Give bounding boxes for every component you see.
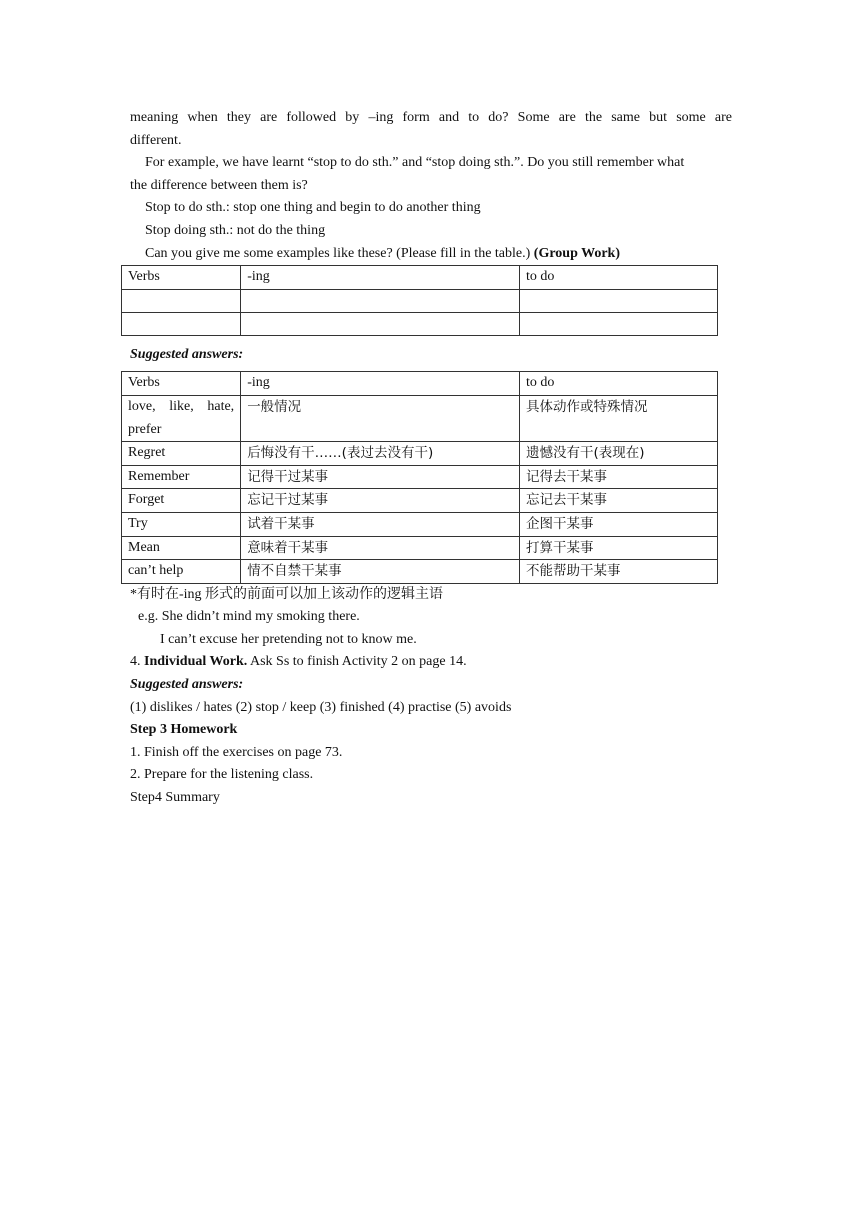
stop-doing-definition: Stop doing sth.: not do the thing (145, 222, 326, 238)
header-ing: -ing (241, 372, 520, 396)
suggested-answers-label-1: Suggested answers: (130, 346, 244, 362)
blank-cell[interactable] (241, 312, 520, 335)
intro-para2-line2: the difference between them is? (130, 177, 308, 193)
answer-table (121, 371, 718, 583)
example-sentence-2: I can’t excuse her pretending not to know me. (160, 631, 417, 647)
activity-answers: (1) dislikes / hates (2) stop / keep (3) finished (4) practise (5) avoids (130, 699, 512, 715)
verb-cell-line2: prefer (128, 421, 162, 437)
homework-item-2: 2. Prepare for the listening class. (130, 767, 314, 783)
verb-cell: Forget (122, 489, 241, 513)
homework-item-1: 1. Finish off the exercises on page 73. (130, 744, 343, 760)
to-do-cell: 打算干某事 (520, 536, 718, 560)
item-4-text: Ask Ss to finish Activity 2 on page 14. (247, 654, 467, 670)
ing-cell: 记得干过某事 (241, 465, 520, 489)
stop-to-definition: Stop to do sth.: stop one thing and begin to do another thing (145, 200, 481, 216)
ing-cell: 意味着干某事 (241, 536, 520, 560)
blank-cell[interactable] (122, 289, 241, 312)
verb-cell: Mean (122, 536, 241, 560)
table-row (122, 372, 718, 396)
header-to-do: to do (520, 372, 718, 396)
table-row (122, 536, 718, 560)
table-row (122, 465, 718, 489)
header-ing: -ing (241, 266, 520, 290)
intro-line-1: meaning when they are followed by –ing form and to do? Some are the same but some are (130, 110, 732, 125)
group-work-prompt-text: Can you give me some examples like these? (Please fill in the table.) (145, 245, 534, 261)
table-row (122, 560, 718, 584)
verb-cell: Regret (122, 442, 241, 466)
blank-cell[interactable] (241, 289, 520, 312)
to-do-cell: 记得去干某事 (520, 465, 718, 489)
example-sentence-1: e.g. She didn’t mind my smoking there. (138, 609, 360, 625)
table-row (122, 512, 718, 536)
table-row (122, 395, 718, 441)
logical-subject-note: *有时在-ing 形式的前面可以加上该动作的逻辑主语 (130, 586, 444, 602)
intro-line-2: different. (130, 132, 182, 148)
blank-cell[interactable] (520, 312, 718, 335)
to-do-cell: 具体动作或特殊情况 (520, 395, 718, 441)
suggested-answers-label-2: Suggested answers: (130, 677, 244, 693)
verb-cell: can’t help (122, 560, 241, 584)
ing-cell: 一般情况 (241, 395, 520, 441)
document-page (130, 107, 732, 810)
table-row (122, 312, 718, 335)
table-row (122, 489, 718, 513)
verb-cell-line1: love, like, hate, (128, 398, 235, 414)
to-do-cell: 不能帮助干某事 (520, 560, 718, 584)
ing-cell: 试着干某事 (241, 512, 520, 536)
step-4-heading: Step4 Summary (130, 790, 220, 806)
group-work-label: (Group Work) (533, 245, 621, 261)
intro-para2-line1: For example, we have learnt “stop to do sth.” and “stop doing sth.”. Do you still remember what (145, 155, 685, 171)
group-work-prompt (130, 243, 732, 266)
blank-fill-table (121, 265, 718, 336)
to-do-cell: 企图干某事 (520, 512, 718, 536)
blank-cell[interactable] (520, 289, 718, 312)
ing-cell: 忘记干过某事 (241, 489, 520, 513)
table-row (122, 266, 718, 290)
to-do-cell: 忘记去干某事 (520, 489, 718, 513)
table-row (122, 442, 718, 466)
item-4-number: 4. (130, 654, 144, 670)
verb-cell: Try (122, 512, 241, 536)
blank-cell[interactable] (122, 312, 241, 335)
header-to-do: to do (520, 266, 718, 290)
verb-cell: Remember (122, 465, 241, 489)
ing-cell: 情不自禁干某事 (241, 560, 520, 584)
header-verbs: Verbs (122, 266, 241, 290)
individual-work-label: Individual Work. (144, 654, 248, 670)
ing-cell: 后悔没有干……(表过去没有干) (241, 442, 520, 466)
header-verbs: Verbs (122, 372, 241, 396)
item-4 (130, 651, 732, 674)
step-3-heading: Step 3 Homework (130, 722, 238, 738)
table-row (122, 289, 718, 312)
to-do-cell: 遗憾没有干(表现在) (520, 442, 718, 466)
verb-cell (122, 395, 241, 441)
